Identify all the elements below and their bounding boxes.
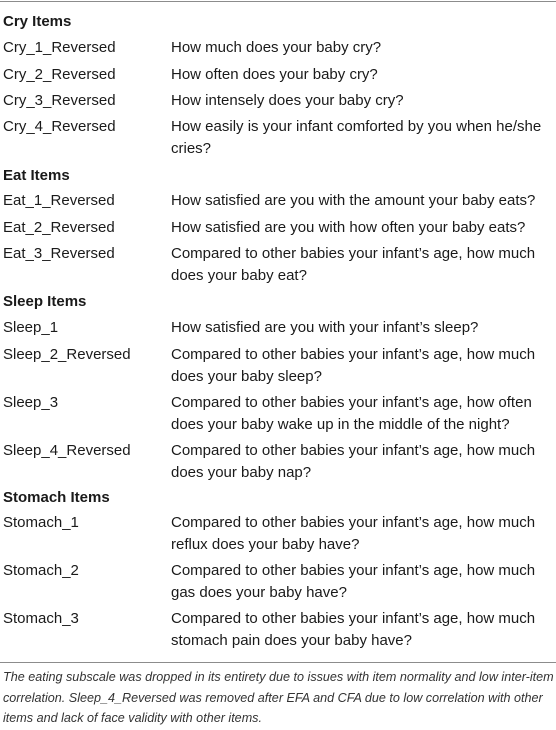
table-bottom-rule: [0, 662, 556, 663]
item-question: How intensely does your baby cry?: [171, 92, 404, 109]
item-question: How easily is your infant comforted by you when he/she cries?: [171, 118, 542, 157]
item-question: How much does your baby cry?: [171, 39, 382, 56]
item-question: How satisfied are you with how often your baby eats?: [171, 219, 526, 236]
item-code: Sleep_2_Reversed: [3, 346, 131, 363]
item-question: Compared to other babies your infant’s age, how much does your baby nap?: [171, 442, 536, 481]
item-code: Eat_1_Reversed: [3, 192, 115, 209]
item-question: Compared to other babies your infant’s age, how much stomach pain does your baby have?: [171, 610, 536, 649]
item-code: Eat_2_Reversed: [3, 219, 115, 236]
item-question: Compared to other babies your infant’s age, how much does your baby sleep?: [171, 346, 536, 385]
table-footnote: The eating subscale was dropped in its entirety due to issues with item normality and low inter-item correlation. Sleep_4_Reversed was removed after EFA and CFA due to low correlation with other items and lack of face validity with other items.: [3, 670, 554, 725]
section-title-cry: Cry Items: [3, 13, 72, 30]
section-title-sleep: Sleep Items: [3, 293, 87, 310]
item-code: Stomach_3: [3, 610, 79, 627]
item-code: Stomach_1: [3, 514, 79, 531]
item-code: Sleep_1: [3, 319, 59, 336]
section-title-stomach: Stomach Items: [3, 489, 110, 506]
table-top-rule: [0, 1, 556, 2]
item-code: Cry_4_Reversed: [3, 118, 116, 135]
section-title-eat: Eat Items: [3, 167, 70, 184]
item-question: Compared to other babies your infant’s age, how much does your baby eat?: [171, 245, 536, 284]
item-question: Compared to other babies your infant’s age, how much gas does your baby have?: [171, 562, 536, 601]
item-code: Sleep_3: [3, 394, 59, 411]
item-question: How often does your baby cry?: [171, 66, 378, 83]
item-code: Cry_1_Reversed: [3, 39, 116, 56]
item-code: Stomach_2: [3, 562, 79, 579]
item-question: Compared to other babies your infant’s age, how often does your baby wake up in the middle of the night?: [171, 394, 532, 433]
item-code: Eat_3_Reversed: [3, 245, 115, 262]
item-code: Cry_2_Reversed: [3, 66, 116, 83]
item-question: How satisfied are you with the amount your baby eats?: [171, 192, 536, 209]
item-question: How satisfied are you with your infant’s sleep?: [171, 319, 479, 336]
item-code: Sleep_4_Reversed: [3, 442, 131, 459]
item-code: Cry_3_Reversed: [3, 92, 116, 109]
item-question: Compared to other babies your infant’s age, how much reflux does your baby have?: [171, 514, 536, 553]
